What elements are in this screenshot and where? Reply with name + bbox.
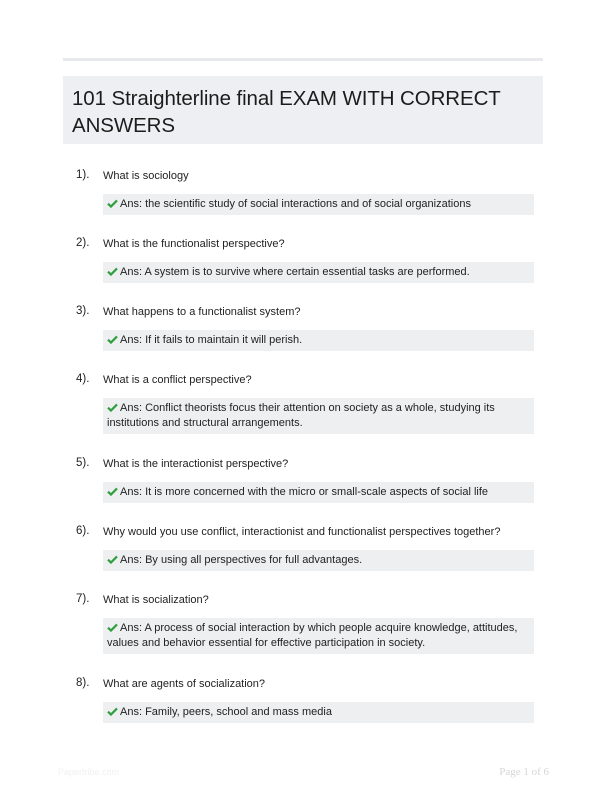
check-icon [107,267,118,276]
question-number: 1). [76,169,90,181]
answer-box [103,398,534,434]
check-icon [107,707,118,716]
page-title: 101 Straighterline final EXAM WITH CORRECT ANSWERS [72,87,501,137]
question-number: 7). [76,593,90,605]
check-icon [107,199,118,208]
question-text: What is the interactionist perspective? [103,458,289,470]
question-text: What is sociology [103,170,189,182]
answer-box [103,262,534,283]
answer-text: Ans: It is more concerned with the micro or small-scale aspects of social life [120,486,489,498]
question-number: 6). [76,525,90,537]
answer-box [103,702,534,723]
answer-text: Ans: A process of social interaction by which people acquire knowledge, attitudes, values and behavior essential for effective participation in society. [107,622,518,649]
page-number: Page 1 of 6 [499,766,549,778]
answer-text: Ans: Family, peers, school and mass media [120,706,332,718]
answer-text: Ans: A system is to survive where certain essential tasks are performed. [120,266,470,278]
answer-text: Ans: By using all perspectives for full advantages. [120,554,363,566]
question-text: What are agents of socialization? [103,678,266,690]
question-text: What happens to a functionalist system? [103,306,301,318]
question-text: Why would you use conflict, interactionist and functionalist perspectives together? [103,526,501,538]
check-icon [107,487,118,496]
footer-watermark: Papertribe.com [58,767,120,777]
answer-box [103,482,534,503]
answer-box [103,550,534,571]
question-text: What is socialization? [103,594,209,606]
check-icon [107,403,118,412]
question-number: 3). [76,305,90,317]
question-number: 5). [76,457,90,469]
question-text: What is the functionalist perspective? [103,238,285,250]
question-number: 2). [76,237,90,249]
answer-text: Ans: Conflict theorists focus their attention on society as a whole, studying its institutions and structural arrangements. [107,402,495,429]
question-text: What is a conflict perspective? [103,374,252,386]
check-icon [107,623,118,632]
answer-box [103,618,534,654]
question-number: 4). [76,373,90,385]
answer-text: Ans: the scientific study of social interactions and of social organizations [120,198,471,210]
check-icon [107,335,118,344]
check-icon [107,555,118,564]
question-number: 8). [76,677,90,689]
answer-box [103,194,534,215]
answer-text: Ans: If it fails to maintain it will perish. [120,334,303,346]
answer-box [103,330,534,351]
